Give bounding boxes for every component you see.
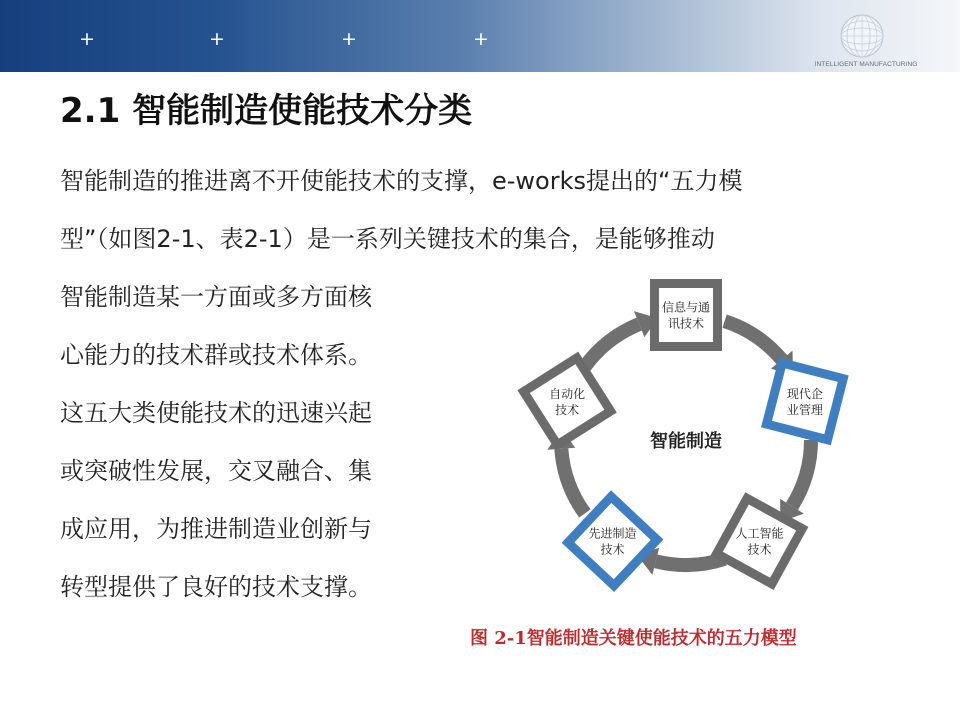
diagram-node-box: [574, 503, 650, 579]
diagram-node-label: 先进制造: [588, 526, 637, 541]
paragraph-line: 或突破性发展，交叉融合、集: [60, 457, 372, 485]
cycle-arrow-arc: [561, 449, 585, 514]
diagram-node-label: 自动化: [549, 386, 586, 401]
diagram-node: [650, 279, 722, 351]
cycle-arrow-arc: [725, 321, 782, 360]
paragraph-line: 转型提供了良好的技术支撑。: [60, 573, 372, 601]
diagram-node-label: 人工智能: [735, 526, 784, 541]
figure-caption: 图 2-1智能制造关键使能技术的五力模型: [470, 628, 797, 649]
paragraph-line: 心能力的技术群或技术体系。: [60, 341, 372, 369]
diagram-node-label: 现代企: [786, 386, 823, 401]
diagram-center-label: 智能制造: [650, 431, 722, 452]
diagram-node-label: 技术: [600, 542, 625, 557]
cycle-arrow-arc: [656, 559, 725, 565]
diagram-node-box: [659, 288, 713, 342]
cycle-arrow-arc: [585, 324, 639, 366]
diagram-node: [761, 358, 849, 446]
plus-decoration: +: [473, 28, 489, 50]
diagram-node-label: 技术: [555, 402, 580, 417]
plus-decoration: +: [209, 28, 225, 50]
paragraph-line: 型”（如图2-1、表2-1）是一系列关键技术的集合，是能够推动: [60, 225, 715, 253]
cycle-arrow-arc: [792, 440, 811, 506]
page-title: 2.1 智能制造使能技术分类: [60, 91, 473, 131]
logo-caption: INTELLIGENT MANUFACTURING: [814, 61, 918, 68]
diagram-node-box: [530, 364, 605, 439]
paragraph-line: 这五大类使能技术的迅速兴起: [60, 399, 372, 427]
diagram-node-label: 技术: [747, 542, 772, 557]
plus-decoration: +: [79, 28, 95, 50]
diagram-node-label: 信息与通: [661, 300, 711, 315]
paragraph-line: 智能制造某一方面或多方面核: [60, 283, 372, 311]
globe-logo-icon: [838, 12, 886, 60]
diagram-node-label: 业管理: [786, 402, 823, 417]
intro-paragraph: [60, 152, 742, 268]
five-force-diagram-svg: [496, 262, 876, 612]
paragraph-line: 智能制造的推进离不开使能技术的支撑，e-works提出的“五力模: [60, 167, 743, 195]
paragraph-line: 成应用，为推进制造业创新与: [60, 515, 372, 543]
diagram-node: [517, 352, 616, 451]
plus-decoration: +: [341, 28, 357, 50]
left-column-paragraph: [60, 268, 372, 616]
diagram-node-label: 讯技术: [667, 316, 705, 331]
five-force-diagram: [496, 262, 876, 612]
